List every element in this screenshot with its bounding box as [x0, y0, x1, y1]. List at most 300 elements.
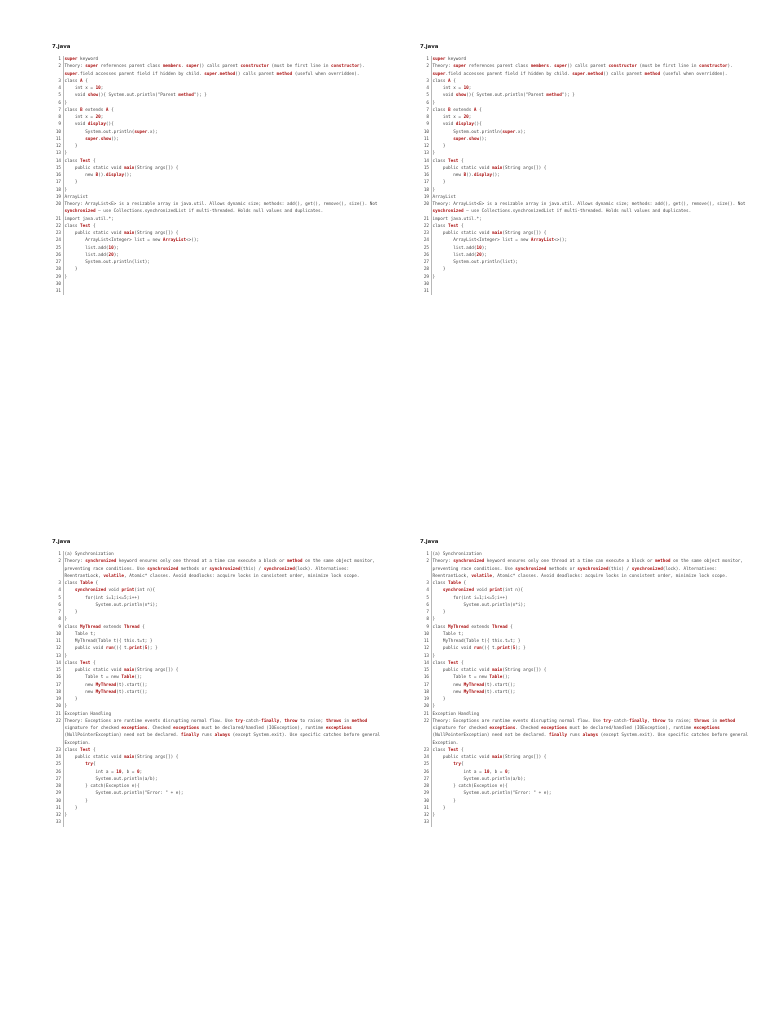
code-line — [52, 747, 386, 754]
line-number: 27 — [55, 260, 61, 265]
line-number: 24 — [423, 238, 429, 244]
code-line — [420, 252, 754, 259]
code-line — [52, 696, 386, 703]
line-number: 20 — [55, 704, 61, 710]
line-number: 22 — [55, 223, 61, 229]
code-line — [52, 230, 386, 237]
line-number: 1 — [426, 57, 429, 62]
line-number: 10 — [55, 129, 61, 135]
code-line — [420, 129, 754, 136]
line-text: class B extends A { — [432, 107, 482, 113]
line-number: 32 — [423, 813, 429, 818]
line-text: } catch(Exception e){ — [64, 784, 140, 789]
line-number: 3 — [426, 78, 429, 84]
code-line — [52, 595, 386, 602]
line-text: System.out.println(a/b); — [64, 776, 158, 782]
code-line — [420, 201, 754, 216]
line-number: 17 — [423, 682, 429, 688]
code-line — [420, 281, 754, 288]
line-number: 21 — [55, 216, 61, 222]
line-number: 13 — [423, 653, 429, 659]
line-number: 9 — [58, 624, 61, 630]
line-text: } — [64, 151, 68, 157]
line-text — [429, 281, 754, 288]
code-line — [52, 682, 386, 689]
line-text: Theory: ArrayList<E> is a resizable array in java.util. Allows dynamic size; methods: add(), get(), remove(), size(). Not synchronized – use Collections.synchronizedList if multi-threaded. Holds null values and duplicates. — [64, 202, 381, 215]
line-text: class Table { — [64, 581, 99, 586]
line-number: 25 — [423, 245, 429, 251]
line-text: public static void main(String args[]) { — [432, 165, 547, 171]
line-text: Theory: Exceptions are runtime events disrupting normal flow. Use try-catch-finally, throw to raise; throws in method signature for checked exceptions. Checked exceptions must be declared/handled (IOException), runtime exceptions (NullPointerException) need not be declared. finally runs always (except System.exit). Use specific catches before general Exception. — [432, 718, 751, 746]
line-text: System.out.println(list); — [64, 260, 150, 265]
line-number: 29 — [55, 791, 61, 797]
code-line — [420, 674, 754, 681]
line-number: 11 — [423, 639, 429, 644]
line-number: 2 — [426, 64, 429, 70]
line-number: 9 — [426, 122, 429, 128]
code-line — [420, 711, 754, 718]
line-text: System.out.println("Error: " + e); — [432, 791, 552, 797]
line-number: 6 — [426, 100, 429, 106]
code-line — [52, 150, 386, 157]
code-line — [52, 56, 386, 63]
line-text: class Test { — [64, 158, 96, 164]
code-page-top-left — [52, 42, 386, 295]
line-number: 33 — [55, 820, 61, 826]
line-text: } — [432, 610, 446, 615]
code-line — [420, 587, 754, 594]
line-text: Table t = new Table(); — [64, 675, 143, 681]
line-number: 10 — [423, 631, 429, 637]
code-line — [420, 245, 754, 252]
line-text: ArrayList<Integer> list = new ArrayList<>(); — [432, 238, 568, 244]
code-line — [52, 63, 386, 78]
line-number: 4 — [426, 86, 429, 91]
line-text: new B().display(); — [432, 173, 500, 178]
code-line — [52, 136, 386, 143]
line-text: System.out.println(n*i); — [64, 602, 158, 608]
code-line — [52, 580, 386, 587]
line-number: 4 — [58, 588, 61, 594]
code-line — [52, 689, 386, 696]
code-line — [52, 223, 386, 230]
code-line — [420, 165, 754, 172]
code-line — [52, 805, 386, 812]
line-number: 24 — [55, 238, 61, 244]
file-name: 7.java — [420, 44, 439, 50]
line-number: 11 — [55, 136, 61, 142]
line-number: 12 — [423, 144, 429, 149]
line-text: ArrayList — [432, 194, 456, 200]
code-line — [52, 237, 386, 244]
code-line — [420, 595, 754, 602]
line-text: } — [432, 653, 436, 659]
line-number: 25 — [55, 762, 61, 768]
line-number: 28 — [423, 267, 429, 273]
code-line — [52, 281, 386, 288]
code-line — [52, 201, 386, 216]
line-number: 30 — [55, 798, 61, 804]
line-number: 18 — [55, 187, 61, 193]
line-text: int a = 10, b = 0; — [64, 769, 143, 775]
code-line — [420, 769, 754, 776]
line-text: } catch(Exception e){ — [432, 784, 508, 789]
line-number: 9 — [58, 122, 61, 128]
line-number: 22 — [423, 223, 429, 229]
line-text: System.out.println(super.x); — [432, 129, 526, 135]
code-line — [420, 56, 754, 63]
line-text: synchronized void print(int n){ — [442, 588, 524, 594]
code-line — [420, 216, 754, 223]
line-number: 24 — [423, 755, 429, 760]
code-line — [52, 129, 386, 136]
line-text — [429, 288, 754, 295]
line-text: public static void main(String args[]) { — [64, 755, 179, 760]
line-number: 4 — [426, 588, 429, 594]
line-text: } — [432, 704, 436, 710]
code-line — [52, 194, 386, 201]
line-text: new B().display(); — [64, 173, 132, 178]
line-number: 7 — [426, 107, 429, 113]
line-number: 19 — [423, 194, 429, 200]
line-number: 8 — [426, 617, 429, 623]
line-text: public static void main(String args[]) { — [64, 165, 179, 171]
line-number: 21 — [423, 711, 429, 717]
line-number: 20 — [423, 704, 429, 710]
line-text: public static void main(String args[]) { — [432, 231, 547, 236]
line-number: 29 — [423, 274, 429, 280]
code-line — [420, 718, 754, 747]
line-text: } — [432, 151, 436, 157]
code-listing — [420, 551, 754, 827]
code-line — [52, 718, 386, 747]
line-number: 11 — [423, 136, 429, 142]
line-text: list.add(20); — [432, 252, 487, 258]
code-line — [420, 660, 754, 667]
line-text: Theory: super references parent class members. super() calls parent constructor (must be first line in constructor). super.field accesses parent field if hidden by child. super.method() calls parent method (useful when overridden). — [432, 64, 736, 77]
line-number: 12 — [55, 646, 61, 652]
line-number: 14 — [55, 660, 61, 666]
file-name: 7.java — [52, 539, 71, 545]
line-number: 7 — [426, 610, 429, 615]
line-text: Table t = new Table(); — [432, 675, 511, 681]
code-line — [52, 266, 386, 273]
code-line — [52, 703, 386, 710]
code-line — [52, 92, 386, 99]
line-text: } — [432, 617, 436, 623]
code-line — [420, 761, 754, 768]
code-line — [420, 558, 754, 580]
line-text: public void run(){ t.print(5); } — [432, 646, 526, 652]
line-text — [61, 288, 386, 295]
code-line — [52, 660, 386, 667]
line-number: 19 — [55, 194, 61, 200]
code-line — [420, 805, 754, 812]
code-line — [420, 266, 754, 273]
line-number: 31 — [423, 289, 429, 294]
line-number: 26 — [55, 252, 61, 258]
line-number: 18 — [423, 689, 429, 695]
code-line — [420, 624, 754, 631]
line-text: try{ — [453, 762, 464, 768]
line-text: } — [432, 100, 436, 106]
line-number: 20 — [55, 202, 61, 207]
line-text: void display(){ — [432, 122, 482, 128]
code-line — [420, 703, 754, 710]
line-text: } — [64, 813, 68, 818]
line-number: 1 — [426, 552, 429, 557]
line-text: (a) Synchronization — [64, 552, 114, 557]
code-line — [420, 645, 754, 652]
code-line — [420, 696, 754, 703]
code-line — [52, 78, 386, 85]
line-number: 8 — [58, 617, 61, 623]
code-line — [420, 812, 754, 819]
code-line — [52, 165, 386, 172]
line-number: 21 — [423, 216, 429, 222]
code-line — [52, 631, 386, 638]
line-number: 26 — [423, 252, 429, 258]
line-text: public static void main(String args[]) { — [64, 231, 179, 236]
line-number: 23 — [423, 747, 429, 753]
line-number: 13 — [55, 653, 61, 659]
line-text: MyThread(Table t){ this.t=t; } — [432, 639, 521, 644]
code-line — [52, 143, 386, 150]
code-line — [420, 653, 754, 660]
code-line — [52, 711, 386, 718]
code-line — [420, 580, 754, 587]
line-text: } — [432, 697, 446, 702]
line-number: 13 — [55, 151, 61, 157]
line-text: void display(){ — [64, 122, 114, 128]
code-line — [420, 114, 754, 121]
line-number: 25 — [55, 245, 61, 251]
code-line — [420, 288, 754, 295]
code-line — [420, 689, 754, 696]
line-text: } — [64, 267, 78, 273]
code-line — [52, 172, 386, 179]
line-number: 5 — [426, 93, 429, 99]
line-text: class Test { — [64, 223, 96, 229]
code-line — [420, 631, 754, 638]
line-text: class MyThread extends Thread { — [432, 624, 513, 630]
line-text: void show(){ System.out.println("Parent method"); } — [64, 93, 207, 99]
line-text: public void run(){ t.print(5); } — [64, 646, 158, 652]
line-number: 17 — [423, 180, 429, 186]
line-number: 15 — [423, 668, 429, 673]
line-text: } — [432, 813, 436, 818]
line-number: 31 — [423, 805, 429, 811]
line-number: 19 — [55, 697, 61, 702]
code-line — [420, 667, 754, 674]
file-name: 7.java — [52, 44, 71, 50]
line-number: 3 — [58, 78, 61, 84]
line-text: } — [432, 267, 446, 273]
line-text: new MyThread(t).start(); — [64, 682, 148, 688]
line-text: } — [64, 610, 78, 615]
line-text: class Test { — [432, 158, 464, 164]
line-text: Table t; — [432, 631, 464, 637]
code-line — [52, 587, 386, 594]
line-text: new MyThread(t).start(); — [64, 689, 148, 695]
code-listing — [52, 56, 386, 295]
line-text: list.add(10); — [432, 245, 487, 251]
code-line — [420, 158, 754, 165]
code-line — [420, 616, 754, 623]
code-line — [52, 288, 386, 295]
line-text: Theory: synchronized keyword ensures only one thread at a time can execute a block or method on the same object monitor, preventing race conditions. Use synchronized methods or synchronized(this) / synchronized(lock). Alternatives: ReentrantLock, volatile, Atomic* classes. Avoid deadlocks: acquire locks in consistent order, minimize lock scope. — [64, 559, 378, 579]
line-number: 16 — [55, 675, 61, 681]
line-number: 30 — [55, 281, 61, 287]
line-text: class A { — [64, 78, 88, 84]
code-line — [420, 92, 754, 99]
line-number: 5 — [58, 595, 61, 601]
line-text: super keyword — [432, 57, 467, 62]
code-line — [420, 150, 754, 157]
line-number: 19 — [423, 697, 429, 702]
line-number: 12 — [423, 646, 429, 652]
line-number: 16 — [423, 173, 429, 178]
line-text: class Test { — [64, 660, 96, 666]
code-line — [52, 667, 386, 674]
code-line — [420, 747, 754, 754]
code-line — [52, 602, 386, 609]
code-line — [52, 754, 386, 761]
line-number: 1 — [58, 552, 61, 557]
code-line — [52, 624, 386, 631]
code-line — [420, 143, 754, 150]
line-number: 3 — [426, 581, 429, 586]
line-number: 18 — [423, 187, 429, 193]
code-line — [420, 776, 754, 783]
line-number: 22 — [55, 718, 61, 724]
line-number: 26 — [55, 769, 61, 775]
line-number: 15 — [55, 165, 61, 171]
code-line — [420, 798, 754, 805]
line-number: 15 — [423, 165, 429, 171]
code-line — [52, 551, 386, 558]
code-line — [52, 259, 386, 266]
line-number: 5 — [58, 93, 61, 99]
line-text: Theory: ArrayList<E> is a resizable array in java.util. Allows dynamic size; methods: add(), get(), remove(), size(). Not synchronized – use Collections.synchronizedList if multi-threaded. Holds null values and duplicates. — [432, 202, 749, 215]
code-line — [52, 245, 386, 252]
line-number: 14 — [423, 660, 429, 666]
line-text: } — [64, 697, 78, 702]
line-text: } — [64, 187, 68, 193]
line-number: 13 — [423, 151, 429, 157]
line-number: 2 — [426, 559, 429, 565]
file-name: 7.java — [420, 539, 439, 545]
line-text: public static void main(String args[]) { — [432, 755, 547, 760]
line-text: int x = 10; — [432, 86, 472, 91]
line-number: 27 — [55, 776, 61, 782]
line-number: 9 — [426, 624, 429, 630]
code-line — [52, 252, 386, 259]
line-number: 33 — [423, 820, 429, 826]
line-text: } — [432, 187, 436, 193]
line-number: 18 — [55, 689, 61, 695]
line-number: 29 — [55, 274, 61, 280]
line-text: System.out.println(n*i); — [432, 602, 526, 608]
line-text: super.show(); — [85, 136, 119, 142]
line-number: 29 — [423, 791, 429, 797]
code-line — [52, 776, 386, 783]
line-text: list.add(20); — [64, 252, 119, 258]
line-text: new MyThread(t).start(); — [432, 689, 516, 695]
code-page-bottom-left — [52, 537, 386, 827]
code-line — [52, 216, 386, 223]
code-line — [420, 609, 754, 616]
line-number: 15 — [55, 668, 61, 673]
line-number: 17 — [55, 180, 61, 186]
line-number: 28 — [423, 784, 429, 789]
line-number: 23 — [55, 231, 61, 236]
line-text: super keyword — [64, 57, 99, 62]
code-line — [52, 761, 386, 768]
code-line — [420, 551, 754, 558]
code-line — [52, 100, 386, 107]
code-line — [420, 638, 754, 645]
code-line — [420, 107, 754, 114]
code-line — [420, 819, 754, 826]
line-text: Exception Handling — [64, 711, 112, 717]
line-text: Theory: synchronized keyword ensures only one thread at a time can execute a block or method on the same object monitor, preventing race conditions. Use synchronized methods or synchronized(this) / synchronized(lock). Alternatives: ReentrantLock, volatile, Atomic* classes. Avoid deadlocks: acquire locks in consistent order, minimize lock scope. — [432, 559, 746, 579]
line-text: int x = 20; — [432, 115, 472, 120]
line-number: 20 — [423, 202, 429, 207]
line-text: import java.util.*; — [64, 216, 114, 222]
line-number: 28 — [55, 784, 61, 789]
line-text: public static void main(String args[]) { — [432, 668, 547, 673]
line-text: class B extends A { — [64, 107, 114, 113]
line-text: class A { — [432, 78, 456, 84]
line-number: 14 — [55, 158, 61, 164]
code-line — [420, 179, 754, 186]
line-text: } — [432, 274, 436, 280]
line-number: 30 — [423, 798, 429, 804]
line-text — [61, 281, 386, 288]
code-line — [420, 100, 754, 107]
code-line — [52, 121, 386, 128]
code-line — [420, 121, 754, 128]
line-number: 26 — [423, 769, 429, 775]
code-line — [52, 609, 386, 616]
line-number: 28 — [55, 267, 61, 273]
line-number: 12 — [55, 144, 61, 149]
line-number: 10 — [55, 631, 61, 637]
code-line — [52, 783, 386, 790]
code-line — [52, 107, 386, 114]
code-line — [52, 114, 386, 121]
line-text: System.out.println("Error: " + e); — [64, 791, 184, 797]
code-line — [420, 78, 754, 85]
line-text: } — [64, 704, 68, 710]
line-number: 21 — [55, 711, 61, 717]
code-line — [420, 274, 754, 281]
line-text: ArrayList — [64, 194, 88, 200]
code-line — [420, 187, 754, 194]
line-text: } — [432, 798, 456, 804]
line-text: synchronized void print(int n){ — [74, 588, 156, 594]
line-text: } — [432, 180, 446, 186]
code-page-bottom-right — [420, 537, 754, 827]
code-line — [420, 85, 754, 92]
code-line — [420, 790, 754, 797]
line-text: for(int i=1;i<=5;i++) — [432, 595, 508, 601]
line-text: } — [64, 805, 78, 811]
line-number: 5 — [426, 595, 429, 601]
code-line — [420, 237, 754, 244]
line-number: 7 — [58, 610, 61, 615]
